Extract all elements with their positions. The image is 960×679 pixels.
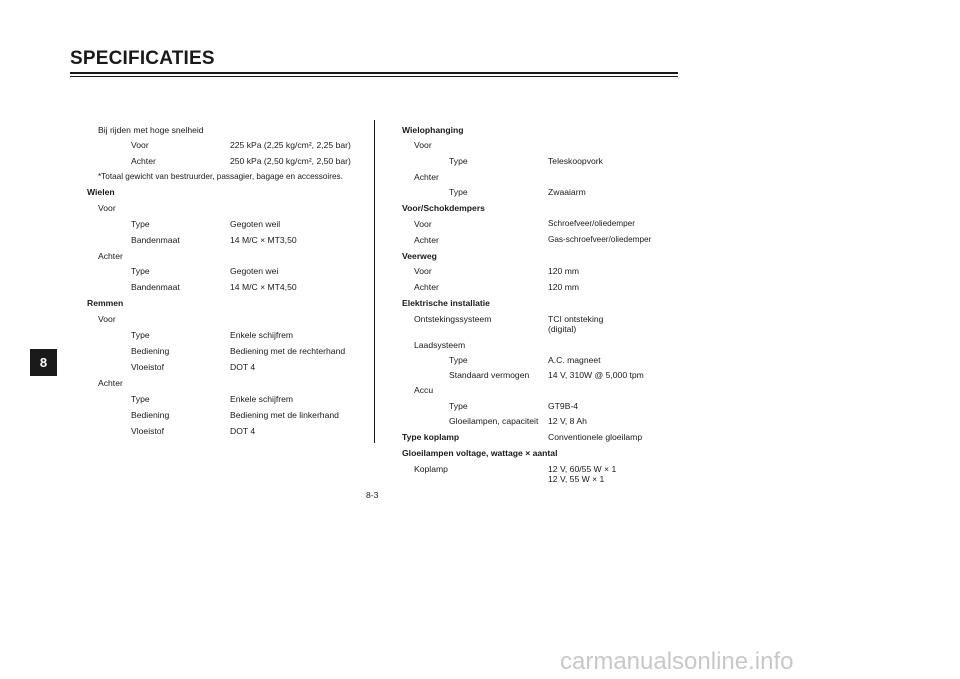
headlight-type-value: Conventionele gloeilamp <box>548 432 643 442</box>
high-speed-rear-label: Achter <box>131 156 156 166</box>
title-rule-thick <box>70 72 678 74</box>
charging-label: Laadsysteem <box>414 340 466 350</box>
wheels-front-tire-label: Bandenmaat <box>131 235 180 245</box>
ignition-value-1: TCI ontsteking <box>548 314 604 324</box>
shocks-front-value: Schroefveer/oliedemper <box>548 219 635 228</box>
battery-type-value: GT9B-4 <box>548 401 579 411</box>
brakes-front-fluid-value: DOT 4 <box>230 362 256 372</box>
charging-output-value: 14 V, 310W @ 5,000 tpm <box>548 370 644 380</box>
battery-capacity-value: 12 V, 8 Ah <box>548 416 587 426</box>
weight-note: *Totaal gewicht van bestruurder, passagier, bagage en accessoires. <box>98 172 343 181</box>
bulbs-heading: Gloeilampen voltage, wattage × aantal <box>402 448 558 458</box>
wheels-rear-tire-label: Bandenmaat <box>131 282 180 292</box>
high-speed-front-value: 225 kPa (2,25 kg/cm², 2,25 bar) <box>230 140 351 150</box>
wheels-front-label: Voor <box>98 203 116 213</box>
high-speed-rear-value: 250 kPa (2,50 kg/cm², 2,50 bar) <box>230 156 351 166</box>
high-speed-front-label: Voor <box>131 140 149 150</box>
battery-type-label: Type <box>449 401 468 411</box>
shocks-rear-value: Gas-schroefveer/oliedemper <box>548 235 652 244</box>
battery-capacity-label: Gloeilampen, capaciteit <box>449 416 539 426</box>
charging-type-value: A.C. magneet <box>548 355 601 365</box>
headlamp-label: Koplamp <box>414 464 448 474</box>
suspension-rear-label: Achter <box>414 172 439 182</box>
title-rule-thin <box>70 76 678 77</box>
wheels-front-tire-value: 14 M/C × MT3,50 <box>230 235 297 245</box>
suspension-front-label: Voor <box>414 140 432 150</box>
ignition-label: Ontstekingssysteem <box>414 314 492 324</box>
wheels-rear-tire-value: 14 M/C × MT4,50 <box>230 282 297 292</box>
page-title: SPECIFICATIES <box>70 48 215 69</box>
headlight-type-label: Type koplamp <box>402 432 460 442</box>
brakes-rear-fluid-label: Vloeistof <box>131 426 164 436</box>
wheels-heading: Wielen <box>87 187 115 197</box>
battery-label: Accu <box>414 385 434 395</box>
wheels-front-type-value: Gegoten weil <box>230 219 281 229</box>
brakes-rear-label: Achter <box>98 378 123 388</box>
travel-rear-label: Achter <box>414 282 439 292</box>
brakes-heading: Remmen <box>87 298 124 308</box>
ignition-value-2: (digital) <box>548 324 577 334</box>
brakes-front-fluid-label: Vloeistof <box>131 362 164 372</box>
wheels-rear-type-label: Type <box>131 266 150 276</box>
suspension-front-type-label: Type <box>449 156 468 166</box>
travel-front-value: 120 mm <box>548 266 580 276</box>
suspension-heading: Wielophanging <box>402 125 464 135</box>
wheels-rear-type-value: Gegoten wei <box>230 266 279 276</box>
charging-type-label: Type <box>449 355 468 365</box>
travel-front-label: Voor <box>414 266 432 276</box>
suspension-rear-type-label: Type <box>449 187 468 197</box>
headlamp-value-1: 12 V, 60/55 W × 1 <box>548 464 617 474</box>
brakes-rear-type-label: Type <box>131 394 150 404</box>
brakes-rear-type-value: Enkele schijfrem <box>230 394 294 404</box>
wheels-rear-label: Achter <box>98 251 123 261</box>
brakes-front-label: Voor <box>98 314 116 324</box>
electrical-heading: Elektrische installatie <box>402 298 490 308</box>
travel-heading: Veerweg <box>402 251 437 261</box>
page-number: 8-3 <box>366 490 379 500</box>
shocks-rear-label: Achter <box>414 235 439 245</box>
travel-rear-value: 120 mm <box>548 282 580 292</box>
brakes-front-type-value: Enkele schijfrem <box>230 330 294 340</box>
watermark: carmanualsonline.info <box>560 648 794 675</box>
shocks-heading: Voor/Schokdempers <box>402 203 485 213</box>
brakes-front-type-label: Type <box>131 330 150 340</box>
chapter-tab-number: 8 <box>39 355 48 370</box>
wheels-front-type-label: Type <box>131 219 150 229</box>
high-speed-label: Bij rijden met hoge snelheid <box>98 125 204 135</box>
brakes-rear-operation-value: Bediening met de linkerhand <box>230 410 339 420</box>
brakes-front-operation-value: Bediening met de rechterhand <box>230 346 346 356</box>
headlamp-value-2: 12 V, 55 W × 1 <box>548 474 605 484</box>
chapter-tab <box>30 349 57 376</box>
brakes-rear-fluid-value: DOT 4 <box>230 426 256 436</box>
charging-output-label: Standaard vermogen <box>449 370 530 380</box>
brakes-rear-operation-label: Bediening <box>131 410 170 420</box>
suspension-front-type-value: Teleskoopvork <box>548 156 603 166</box>
shocks-front-label: Voor <box>414 219 432 229</box>
brakes-front-operation-label: Bediening <box>131 346 170 356</box>
column-divider <box>374 120 375 443</box>
suspension-rear-type-value: Zwaaiarm <box>548 187 586 197</box>
